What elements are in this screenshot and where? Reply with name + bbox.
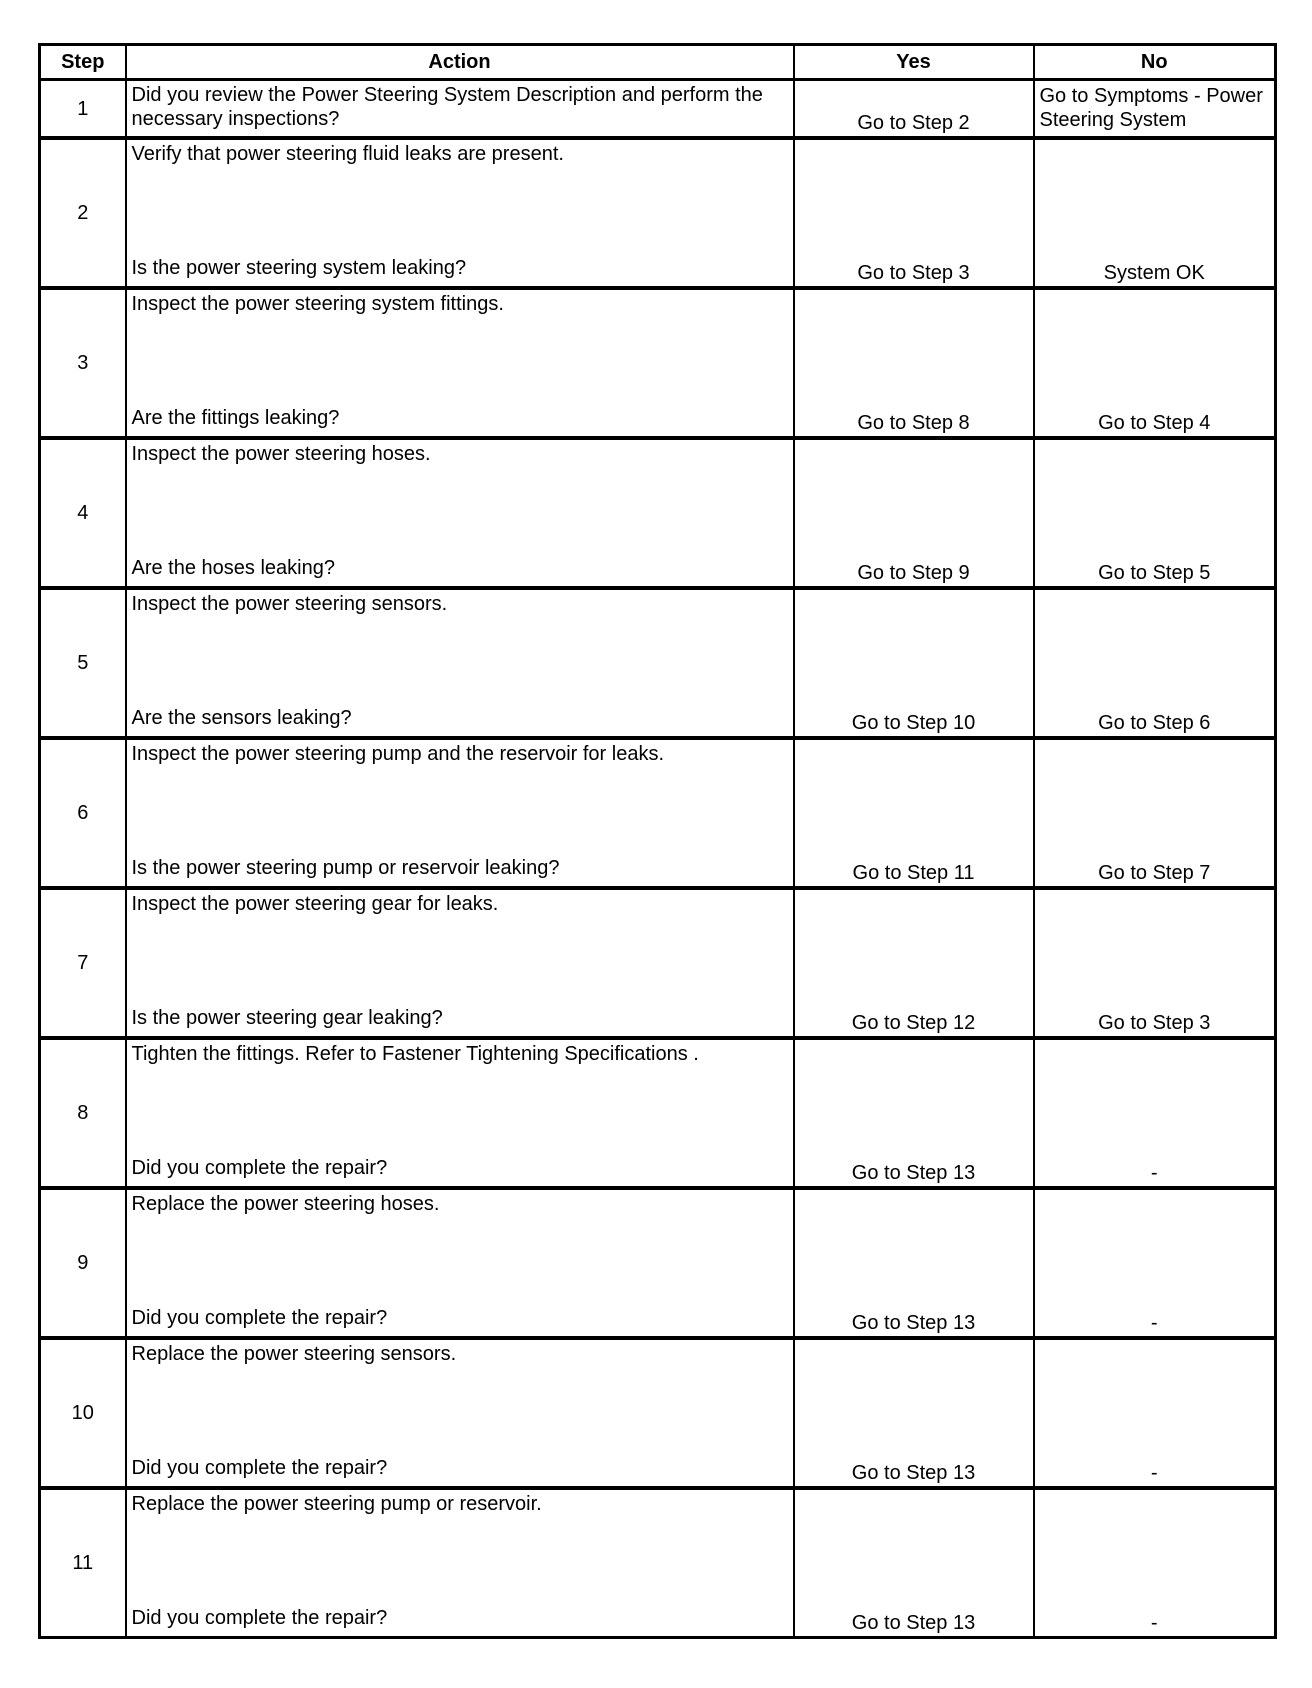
action-cell bbox=[126, 1338, 794, 1488]
action-instruction: Tighten the fittings. Refer to Fastener Tightening Specifications . bbox=[131, 1043, 699, 1065]
action-cell bbox=[126, 138, 794, 288]
yes-result: Go to Step 13 bbox=[794, 1038, 1034, 1188]
no-result: Go to Step 7 bbox=[1034, 738, 1276, 888]
yes-result: Go to Step 2 bbox=[794, 80, 1034, 139]
yes-result: Go to Step 13 bbox=[794, 1188, 1034, 1338]
no-result: - bbox=[1034, 1188, 1276, 1338]
step-number: 9 bbox=[40, 1188, 126, 1338]
step-number: 3 bbox=[40, 288, 126, 438]
action-cell bbox=[126, 1488, 794, 1638]
table-row bbox=[40, 438, 1276, 588]
yes-result: Go to Step 9 bbox=[794, 438, 1034, 588]
header-action: Action bbox=[126, 45, 794, 80]
table-row bbox=[40, 1488, 1276, 1638]
action-instruction: Inspect the power steering gear for leaks. bbox=[131, 893, 499, 915]
step-number: 8 bbox=[40, 1038, 126, 1188]
yes-result: Go to Step 13 bbox=[794, 1488, 1034, 1638]
header-step: Step bbox=[40, 45, 126, 80]
yes-result: Go to Step 10 bbox=[794, 588, 1034, 738]
action-question: Did you complete the repair? bbox=[131, 1457, 388, 1479]
action-question: Are the sensors leaking? bbox=[131, 707, 352, 729]
action-instruction: Verify that power steering fluid leaks are present. bbox=[131, 143, 564, 165]
step-number: 7 bbox=[40, 888, 126, 1038]
table-row bbox=[40, 80, 1276, 139]
table-row bbox=[40, 138, 1276, 288]
header-no: No bbox=[1034, 45, 1276, 80]
action-question: Are the fittings leaking? bbox=[131, 407, 340, 429]
no-result: Go to Step 3 bbox=[1034, 888, 1276, 1038]
action-cell bbox=[126, 1038, 794, 1188]
yes-result: Go to Step 13 bbox=[794, 1338, 1034, 1488]
action-question: Is the power steering gear leaking? bbox=[131, 1007, 443, 1029]
yes-result: Go to Step 3 bbox=[794, 138, 1034, 288]
no-result: Go to Step 6 bbox=[1034, 588, 1276, 738]
action-instruction: Replace the power steering hoses. bbox=[131, 1193, 440, 1215]
action-question: Is the power steering pump or reservoir leaking? bbox=[131, 857, 560, 879]
step-number: 11 bbox=[40, 1488, 126, 1638]
step-number: 6 bbox=[40, 738, 126, 888]
table-row bbox=[40, 1038, 1276, 1188]
action-question: Did you complete the repair? bbox=[131, 1157, 388, 1179]
no-result: Go to Step 4 bbox=[1034, 288, 1276, 438]
action-cell bbox=[126, 80, 794, 139]
step-number: 1 bbox=[40, 80, 126, 139]
table-row bbox=[40, 288, 1276, 438]
step-number: 4 bbox=[40, 438, 126, 588]
header-row bbox=[40, 45, 1276, 80]
action-cell bbox=[126, 738, 794, 888]
no-result: Go to Step 5 bbox=[1034, 438, 1276, 588]
action-instruction: Inspect the power steering system fittings. bbox=[131, 293, 504, 315]
table-row bbox=[40, 738, 1276, 888]
no-result: Go to Symptoms - Power Steering System bbox=[1034, 80, 1276, 139]
action-instruction: Inspect the power steering sensors. bbox=[131, 593, 448, 615]
yes-result: Go to Step 12 bbox=[794, 888, 1034, 1038]
table-row bbox=[40, 888, 1276, 1038]
action-cell bbox=[126, 438, 794, 588]
no-result: System OK bbox=[1034, 138, 1276, 288]
action-instruction: Inspect the power steering hoses. bbox=[131, 443, 431, 465]
table-row bbox=[40, 1188, 1276, 1338]
action-instruction: Inspect the power steering pump and the reservoir for leaks. bbox=[131, 743, 664, 765]
no-result: - bbox=[1034, 1038, 1276, 1188]
action-question: Did you complete the repair? bbox=[131, 1607, 388, 1629]
action-instruction: Replace the power steering pump or reservoir. bbox=[131, 1493, 542, 1515]
step-number: 2 bbox=[40, 138, 126, 288]
action-instruction: Replace the power steering sensors. bbox=[131, 1343, 457, 1365]
action-question: Did you review the Power Steering System Description and perform the necessary inspections? bbox=[131, 83, 763, 130]
action-cell bbox=[126, 1188, 794, 1338]
step-number: 10 bbox=[40, 1338, 126, 1488]
action-cell bbox=[126, 288, 794, 438]
yes-result: Go to Step 11 bbox=[794, 738, 1034, 888]
table-row bbox=[40, 588, 1276, 738]
action-cell bbox=[126, 888, 794, 1038]
header-yes: Yes bbox=[794, 45, 1034, 80]
diagnostic-table bbox=[38, 43, 1277, 1639]
no-result: - bbox=[1034, 1488, 1276, 1638]
action-question: Are the hoses leaking? bbox=[131, 557, 335, 579]
table-row bbox=[40, 1338, 1276, 1488]
step-number: 5 bbox=[40, 588, 126, 738]
yes-result: Go to Step 8 bbox=[794, 288, 1034, 438]
no-result: - bbox=[1034, 1338, 1276, 1488]
action-cell bbox=[126, 588, 794, 738]
action-question: Is the power steering system leaking? bbox=[131, 257, 467, 279]
action-question: Did you complete the repair? bbox=[131, 1307, 388, 1329]
